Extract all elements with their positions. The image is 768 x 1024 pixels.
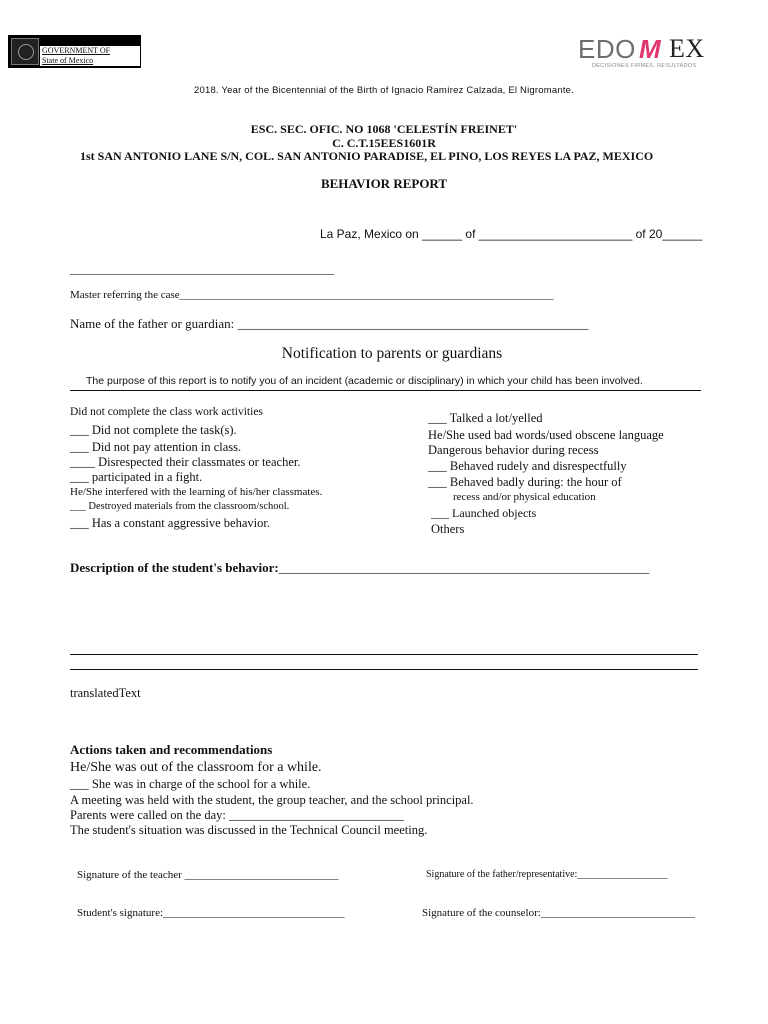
description-line-1[interactable] [70,654,698,655]
checklist-left-item[interactable]: ___ Did not pay attention in class. [70,440,242,454]
checklist-right-item[interactable]: ___ Behaved badly during: the hour of [428,475,622,489]
counselor-signature-field[interactable]: Signature of the counselor:____________________________ [422,907,695,919]
checklist-left-item[interactable]: He/She interfered with the learning of his/her classmates. [70,486,323,498]
notification-heading: Notification to parents or guardians [281,345,503,362]
top-blank-field[interactable]: ____________________________________________ [70,262,334,276]
state-seal-icon [11,38,39,65]
logo-tagline: DECISIONES FIRMES, RESULTADOS [592,63,697,69]
government-header-box [8,35,141,68]
action-item[interactable]: A meeting was held with the student, the group teacher, and the school principal. [70,793,474,807]
checklist-right-item[interactable]: ___ Talked a lot/yelled [428,411,543,425]
description-blank[interactable]: _________________________________________________________ [278,560,650,575]
logo-ex-text: EX [669,34,705,63]
checklist-right-item[interactable]: ___ Behaved rudely and disrespectfully [428,459,627,473]
government-label [40,46,140,66]
checklist-right-item[interactable]: ___ Launched objects [431,506,537,520]
action-item[interactable]: The student's situation was discussed in the Technical Council meeting. [70,823,428,837]
action-item[interactable]: Parents were called on the day: ____________________________ [70,808,404,822]
logo-m-mark-icon: M [639,34,662,64]
edomex-logo [578,34,728,74]
master-referring-field[interactable]: Master referring the case____________________________________________________________________ [70,289,554,301]
place-date-field[interactable]: La Paz, Mexico on ______ of _______________________ of 20______ [320,227,703,241]
checklist-left-item[interactable]: ___ Did not complete the task(s). [70,423,237,437]
description-label [70,560,649,576]
father-signature-field[interactable]: Signature of the father/representative:__________________ [426,869,668,880]
logo-edo-text: EDO [578,34,636,64]
student-signature-field[interactable]: Student's signature:_________________________________ [77,907,345,919]
description-label-text: Description of the student's behavior: [70,560,279,575]
school-address: 1st SAN ANTONIO LANE S/N, COL. SAN ANTONIO PARADISE, EL PINO, LOS REYES LA PAZ, MEXICO [80,149,654,163]
checklist-right-item[interactable]: Dangerous behavior during recess [428,443,599,457]
checklist-left-item[interactable]: ___ participated in a fight. [70,470,203,484]
actions-heading: Actions taken and recommendations [70,742,273,757]
school-name: ESC. SEC. OFIC. NO 1068 'CELESTÍN FREINET' [250,122,518,136]
purpose-underline [70,390,701,391]
checklist-left-item[interactable]: ____ Disrespected their classmates or teacher. [70,455,301,469]
school-code: C. C.T.15EES1601R [332,136,436,150]
action-item[interactable]: ___ She was in charge of the school for a while. [70,777,311,791]
guardian-name-field[interactable]: Name of the father or guardian: ______________________________________________________ [70,316,589,331]
gov-line-1: GOVERNMENT OF [42,46,111,55]
checklist-right-item[interactable]: He/She used bad words/used obscene language [428,428,664,442]
year-motto: 2018. Year of the Bicentennial of the Birth of Ignacio Ramírez Calzada, El Nigromante. [194,85,574,96]
action-item[interactable]: He/She was out of the classroom for a while. [70,760,322,775]
notification-purpose: The purpose of this report is to notify you of an incident (academic or disciplinary) in which your child has been involved. [86,375,643,387]
gov-line-2: State of Mexico [42,56,94,65]
checklist-left-item[interactable]: Did not complete the class work activities [70,406,263,418]
teacher-signature-field[interactable]: Signature of the teacher ____________________________ [77,869,339,881]
checklist-left-item[interactable]: ___ Has a constant aggressive behavior. [70,516,270,530]
checklist-left-item[interactable]: ___ Destroyed materials from the classroom/school. [70,501,290,512]
description-line-2[interactable] [70,669,698,670]
report-title: BEHAVIOR REPORT [320,176,448,191]
translated-text-label: translatedText [70,686,141,700]
checklist-right-item: recess and/or physical education [453,491,596,503]
checklist-right-item[interactable]: Others [431,522,465,536]
